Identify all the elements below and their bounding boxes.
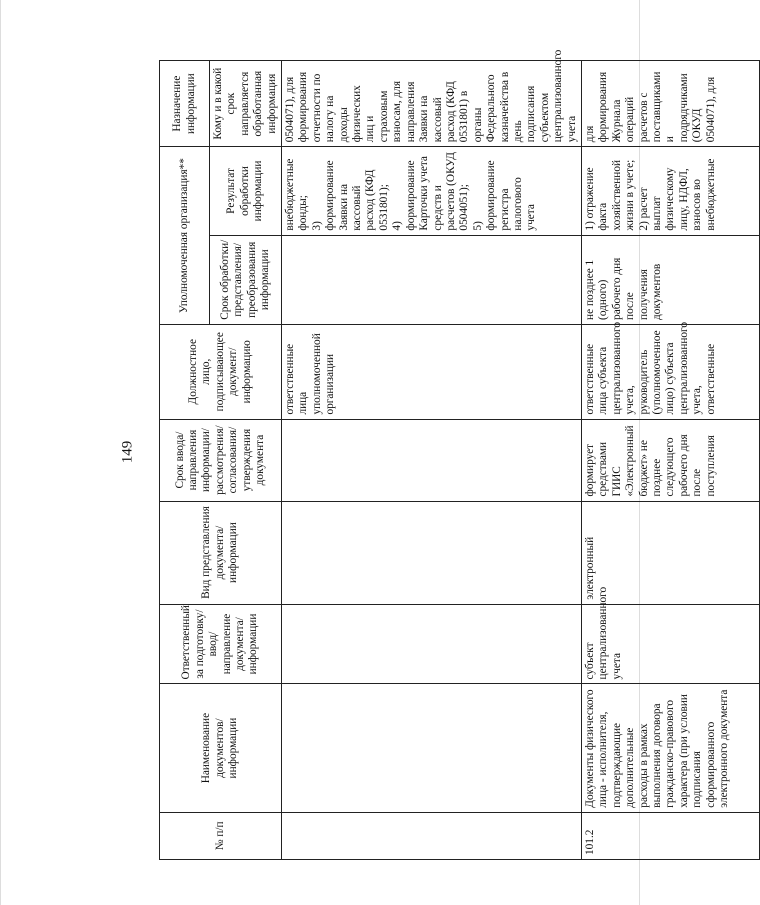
cell-auth-result: 1) отражение факта хозяйственной жизни в учете; 2) расчет выплат физическому лицу, НДФЛ, взносов во внебюджетные <box>581 147 759 235</box>
cell-auth-term <box>282 235 582 324</box>
cell-name <box>282 684 582 812</box>
cell-purpose: 0504071), для формирования отчетности по налогу на доходы физических лиц и страховым взносам, для направления Заявки на кассовый расход (КФД 0531801) в органы Федерального казначейства в день подписания субъектом централизованного учета <box>282 61 582 147</box>
table-row <box>581 61 759 860</box>
cell-official: ответственные лица субъекта централизованного учета, руководитель (уполномоченное лицо) субъекта централизованного учета, ответственные <box>581 324 759 419</box>
cell-official: ответственные лица уполномоченной организации <box>282 324 582 419</box>
table-row <box>282 61 582 860</box>
cell-purpose: для формирования Журнала операций расчетов с поставщиками и подрядчиками (ОКУД 0504071), для <box>581 61 759 147</box>
page-number: 149 <box>119 440 136 464</box>
rotated-table-container <box>159 49 731 860</box>
header-official: Должностное лицо, подписывающее документ/ информацию <box>160 324 282 419</box>
header-term: Срок ввода/ направления информации/ рассмотрения/ согласования/ утверждения документа <box>160 419 282 501</box>
cell-responsible <box>282 604 582 684</box>
cell-auth-term: не позднее 1 (одного) рабочего дня после получения документов <box>581 235 759 324</box>
document-table <box>159 49 760 860</box>
header-authorized-org: Уполномоченная организация** <box>160 147 210 325</box>
cell-view: электронный <box>581 501 759 604</box>
header-name: Наименование документов/информации <box>160 684 282 812</box>
header-purpose: Назначение информации <box>160 61 210 147</box>
cell-num: 101.2 <box>581 812 759 859</box>
header-auth-result: Результат обработки информации <box>210 147 282 235</box>
cell-num <box>282 812 582 859</box>
header-num: № п/п <box>160 812 282 859</box>
cell-auth-result: внебюджетные фонды; 3) формирование Заявки на кассовый расход (КФД 0531801); 4) формирование Карточки учета средств и расчетов (ОКУД 0504051); 5) формирование регистра налогового учета <box>282 147 582 235</box>
cell-responsible: субъект централизованного учета <box>581 604 759 684</box>
cell-view <box>282 501 582 604</box>
header-responsible: Ответственный за подготовку/ ввод/ направление документа/ информации <box>160 604 282 684</box>
header-purpose-to: Кому и в какой срок направляется обработанная информация <box>210 61 282 147</box>
header-auth-term: Срок обработки/ представления/ преобразования информации <box>210 235 282 324</box>
cell-name: Документы физического лица - исполнителя, подтверждающие дополнительные расходы в рамках выполнения договора гражданско-правового характера (при условии подписания сформированного электронного документа <box>581 684 759 812</box>
header-view: Вид представления документа/ информации <box>160 501 282 604</box>
cell-term: формирует средствами ГИИС «Электронный бюджет» не позднее следующего рабочего дня после поступления <box>581 419 759 501</box>
cell-term <box>282 419 582 501</box>
